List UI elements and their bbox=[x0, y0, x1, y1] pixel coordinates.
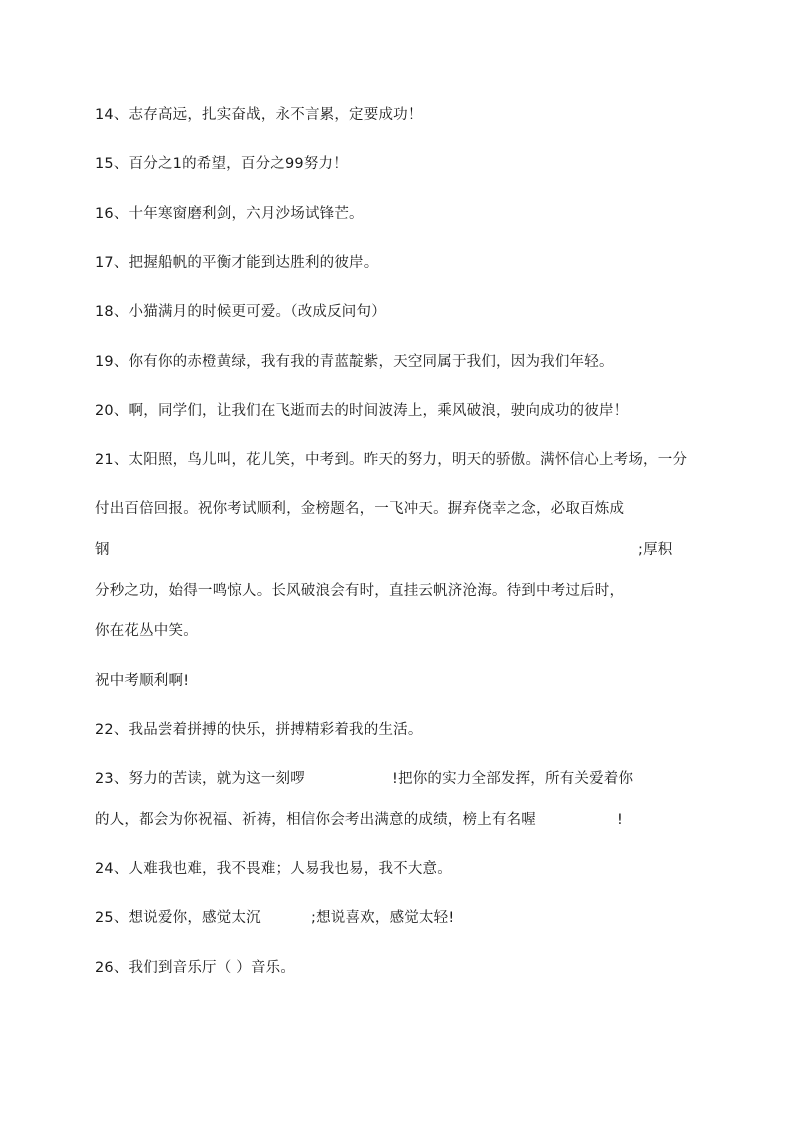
text-segment: 23、努力的苦读，就为这一刻啰 bbox=[95, 771, 305, 787]
text-line-26: 26、我们到音乐厅（ ）音乐。 bbox=[95, 960, 296, 976]
text-line-18: 18、小猫满月的时候更可爱。（改成反问句） bbox=[95, 304, 386, 320]
text-line-23-cont bbox=[95, 810, 624, 830]
text-line-14: 14、志存高远，扎实奋战，永不言累，定要成功！ bbox=[95, 107, 423, 123]
text-segment: 钢 bbox=[95, 542, 110, 558]
text-line-21-cont-1: 付出百倍回报。祝你考试顺利，金榜题名，一飞冲天。摒弃侥幸之念，必取百炼成 bbox=[95, 501, 625, 517]
text-line-23 bbox=[95, 769, 634, 789]
text-line-17: 17、把握船帆的平衡才能到达胜利的彼岸。 bbox=[95, 255, 379, 271]
text-segment: ;想说喜欢，感觉太轻! bbox=[311, 910, 455, 926]
text-segment: 的人，都会为你祝福、祈祷，相信你会考出满意的成绩，榜上有名喔 bbox=[95, 812, 536, 828]
text-segment: !把你的实力全部发挥，所有关爱着你 bbox=[392, 771, 634, 787]
text-segment: 25、想说爱你，感觉太沉 bbox=[95, 910, 261, 926]
text-line-15: 15、百分之1的希望，百分之99努力！ bbox=[95, 156, 348, 172]
text-line-16: 16、十年寒窗磨利剑，六月沙场试锋芒。 bbox=[95, 206, 364, 222]
text-line-24: 24、人难我也难，我不畏难；人易我也易，我不大意。 bbox=[95, 861, 452, 877]
text-line-wish: 祝中考顺利啊! bbox=[95, 673, 190, 689]
text-line-19: 19、你有你的赤橙黄绿，我有我的青蓝靛紫，天空同属于我们，因为我们年轻。 bbox=[95, 354, 614, 370]
text-line-20: 20、啊，同学们，让我们在飞逝而去的时间波涛上，乘风破浪，驶向成功的彼岸！ bbox=[95, 403, 629, 419]
text-segment: ;厚积 bbox=[638, 542, 673, 558]
text-line-21-cont-4: 你在花丛中笑。 bbox=[95, 623, 198, 639]
text-line-21-cont-3: 分秒之功，始得一鸣惊人。长风破浪会有时，直挂云帆济沧海。待到中考过后时， bbox=[95, 583, 625, 599]
text-segment: ! bbox=[617, 812, 624, 828]
text-line-21-cont-2 bbox=[95, 540, 677, 560]
text-line-22: 22、我品尝着拼搏的快乐，拼搏精彩着我的生活。 bbox=[95, 722, 423, 738]
text-line-21: 21、太阳照，鸟儿叫，花儿笑，中考到。昨天的努力，明天的骄傲。满怀信心上考场，一分 bbox=[95, 452, 688, 468]
text-line-25 bbox=[95, 908, 455, 928]
